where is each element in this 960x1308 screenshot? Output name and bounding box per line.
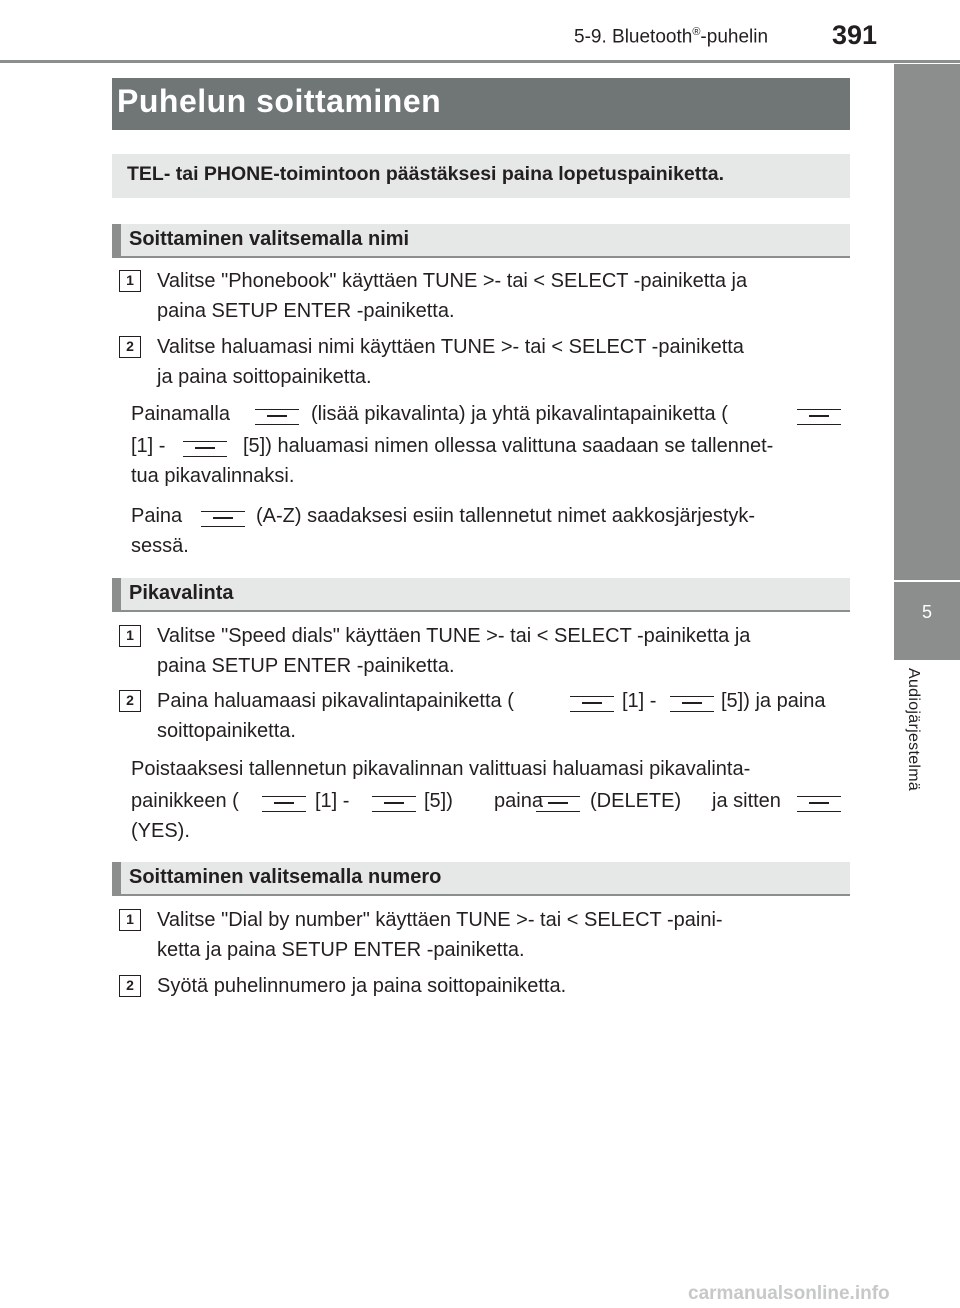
note-text: ja sitten xyxy=(712,790,781,812)
step-text: paina SETUP ENTER -painiketta. xyxy=(157,300,455,322)
step-number: 2 xyxy=(119,975,141,997)
step-text: Valitse "Phonebook" käyttäen TUNE >- tai < SELECT -painiketta ja xyxy=(157,270,748,292)
section-header: 5-9. Bluetooth®-puhelin xyxy=(574,26,769,48)
chapter-number: 5 xyxy=(894,582,960,660)
note-text: painikkeen ( xyxy=(131,790,239,812)
button-icon xyxy=(797,796,841,812)
step-text: Paina haluamaasi pikavalintapainiketta ( xyxy=(157,690,514,712)
step-text: [1] - xyxy=(622,690,657,712)
button-icon xyxy=(255,409,299,425)
step-number: 2 xyxy=(119,336,141,358)
button-icon xyxy=(183,441,227,457)
note-text: Painamalla xyxy=(131,403,230,425)
button-icon xyxy=(262,796,306,812)
step-text: [5]) ja paina xyxy=(721,690,826,712)
step-text: ketta ja paina SETUP ENTER -painiketta. xyxy=(157,939,525,961)
step-text: soittopainiketta. xyxy=(157,720,296,742)
step-text: Valitse "Speed dials" käyttäen TUNE >- tai < SELECT -painiketta ja xyxy=(157,625,751,647)
note-text: paina xyxy=(494,790,543,812)
section-heading-name: Soittaminen valitsemalla nimi xyxy=(112,224,850,258)
note-text: [1] - xyxy=(315,790,350,812)
note-text: (DELETE) xyxy=(590,790,682,812)
button-icon xyxy=(570,696,614,712)
button-icon xyxy=(670,696,714,712)
step-text: Syötä puhelinnumero ja paina soittopainiketta. xyxy=(157,975,567,997)
step-text: ja paina soittopainiketta. xyxy=(157,366,372,388)
header-divider xyxy=(0,60,960,63)
step-number: 1 xyxy=(119,270,141,292)
note-text: tua pikavalinnaksi. xyxy=(131,465,295,487)
step-number: 1 xyxy=(119,625,141,647)
note-text: Poistaaksesi tallennetun pikavalinnan valittuasi haluamasi pikavalinta- xyxy=(131,758,751,780)
note-text: (A-Z) saadaksesi esiin tallennetut nimet aakkosjärjestyk- xyxy=(256,505,756,527)
chapter-label: Audiojärjestelmä xyxy=(905,668,922,792)
side-tab-bar xyxy=(894,64,960,580)
note-text: Paina xyxy=(131,505,183,527)
intro-text: TEL- tai PHONE-toimintoon päästäksesi paina lopetuspainiketta. xyxy=(127,163,725,185)
button-icon xyxy=(536,796,580,812)
page-title: Puhelun soittaminen xyxy=(117,83,442,119)
note-text: (YES). xyxy=(131,820,190,842)
footer-watermark[interactable]: carmanualsonline.info xyxy=(688,1283,890,1304)
step-number: 2 xyxy=(119,690,141,712)
note-text: (lisää pikavalinta) ja yhtä pikavalintapainiketta ( xyxy=(311,403,728,425)
step-text: Valitse "Dial by number" käyttäen TUNE >- tai < SELECT -paini- xyxy=(157,909,723,931)
step-text: paina SETUP ENTER -painiketta. xyxy=(157,655,455,677)
step-number: 1 xyxy=(119,909,141,931)
section-heading-speed-dial: Pikavalinta xyxy=(112,578,850,612)
note-text: [1] - xyxy=(131,435,166,457)
note-text: sessä. xyxy=(131,535,189,557)
section-heading-number: Soittaminen valitsemalla numero xyxy=(112,862,850,896)
step-text: Valitse haluamasi nimi käyttäen TUNE >- tai < SELECT -painiketta xyxy=(157,336,744,358)
button-icon xyxy=(797,409,841,425)
note-text: [5]) haluamasi nimen ollessa valittuna saadaan se tallennet- xyxy=(243,435,774,457)
button-icon xyxy=(372,796,416,812)
page-number: 391 xyxy=(832,20,878,50)
note-text: [5]) xyxy=(424,790,453,812)
button-icon xyxy=(201,511,245,527)
